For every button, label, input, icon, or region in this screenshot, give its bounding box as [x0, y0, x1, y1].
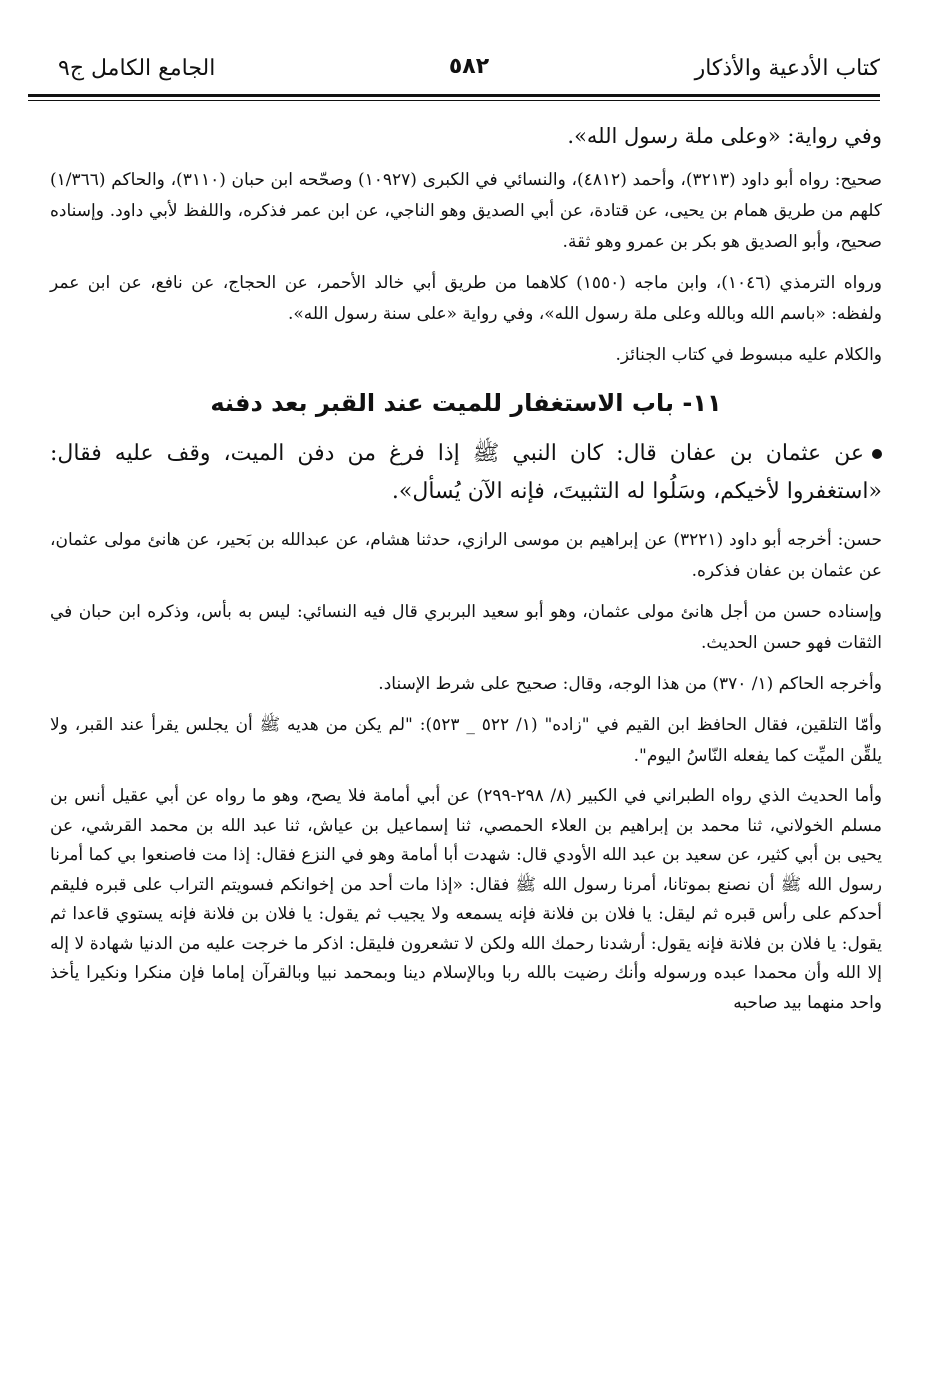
narration-variant: وفي رواية: «وعلى ملة رسول الله». [567, 124, 882, 148]
tabarani-paragraph: وأما الحديث الذي رواه الطبراني في الكبير (٨/ ٢٩٨-٢٩٩) عن أبي أمامة فلا يصح، وهو ما رواه عن أبي عقيل أنس بن مسلم الخولاني، ثنا محمد بن إبراهيم بن العلاء الحمصي، ثنا إسماعيل بن عياش، ثنا عبد الله بن محمد القرشي، عن يحيى بن أبي كثير، عن سعيد بن عبد الله الأودي قال: شهدت أبا أمامة وهو في النزع فقال: إذا مت فاصنعوا بي كما أمرنا رسول الله ﷺ أن نصنع بموتانا، أمرنا رسول الله ﷺ فقال: «إذا مات أحد من إخوانكم فسويتم التراب على قبره فليقم أحدكم على رأس قبره ثم ليقل: يا فلان بن فلانة فإنه يسمعه ولا يجيب ثم يقول: يا فلان بن فلانة فإنه يستوي قاعدا ثم يقول: يا فلان بن فلانة فإنه يقول: أرشدنا رحمك الله ولكن لا تشعرون فليقل: اذكر ما خرجت عليه من الدنيا شهادة لا إله إلا الله وأن محمدا عبده ورسوله وأنك رضيت بالله ربا وبالإسلام دينا وبمحمد نبيا وبالقرآن إماما فإن منكرا ونكيرا يأخذ واحد منهما بيد صاحبه [50, 786, 882, 1013]
book-title: كتاب الأدعية والأذكار [694, 56, 880, 81]
takhrij-paragraph-1: صحيح: رواه أبو داود (٣٢١٣)، وأحمد (٤٨١٢)، والنسائي في الكبرى (١٠٩٢٧) وصحّحه ابن حبان (٣١١٠)، والحاكم (١/٣٦٦) كلهم من طريق همام بن يحيى، عن قتادة، عن أبي الصديق وهو الناجي، عن ابن عمر فذكره، واللفظ لأبي داود. وإسناده صحيح، وأبو الصديق هو بكر بن عمرو وهو ثقة. [50, 170, 882, 252]
talqin-paragraph: وأمّا التلقين، فقال الحافظ ابن القيم في "زاده" (١/ ٥٢٢ _ ٥٢٣): "لم يكن من هديه ﷺ أن يجلس يقرأ عند القبر، ولا يلقِّن الميِّت كما يفعله النّاسُ اليوم". [50, 715, 882, 766]
running-header [58, 52, 880, 92]
page-content [50, 118, 882, 1018]
header-rule-thick [28, 94, 880, 97]
takhrij-paragraph-2: ورواه الترمذي (١٠٤٦)، وابن ماجه (١٥٥٠) كلاهما من طريق أبي خالد الأحمر، عن الحجاج، عن نافع، عن ابن عمر ولفظه: «باسم الله وبالله وعلى ملة رسول الله»، وفي رواية «على سنة رسول الله». [50, 273, 883, 324]
isnad-paragraph: وإسناده حسن من أجل هانئ مولى عثمان، وهو أبو سعيد البربري قال فيه النسائي: ليس به بأس، وذكره ابن حبان في الثقات فهو حسن الحديث. [50, 602, 882, 653]
hakim-paragraph: وأخرجه الحاكم (١/ ٣٧٠) من هذا الوجه، وقال: صحيح على شرط الإسناد. [378, 674, 882, 694]
hadith-body: عن عثمان بن عفان قال: كان النبي ﷺ إذا فرغ من دفن الميت، وقف عليه فقال: «استغفروا لأخيكم، وسَلُوا له التثبيتَ، فإنه الآن يُسأل». [50, 441, 882, 504]
hadith-text [50, 435, 882, 511]
page-number: ٥٨٢ [448, 54, 490, 79]
volume-title: الجامع الكامل ج٩ [58, 56, 216, 81]
bullet-icon [872, 449, 882, 459]
takhrij-paragraph-3: والكلام عليه مبسوط في كتاب الجنائز. [615, 345, 882, 365]
grading-paragraph: حسن: أخرجه أبو داود (٣٢٢١) عن إبراهيم بن موسى الرازي، حدثنا هشام، عن عبدالله بن بَحير، عن هانئ مولى عثمان، عن عثمان بن عفان فذكره. [50, 530, 882, 581]
header-rule-thin [28, 100, 880, 101]
chapter-heading: ١١- باب الاستغفار للميت عند القبر بعد دفنه [210, 389, 722, 417]
